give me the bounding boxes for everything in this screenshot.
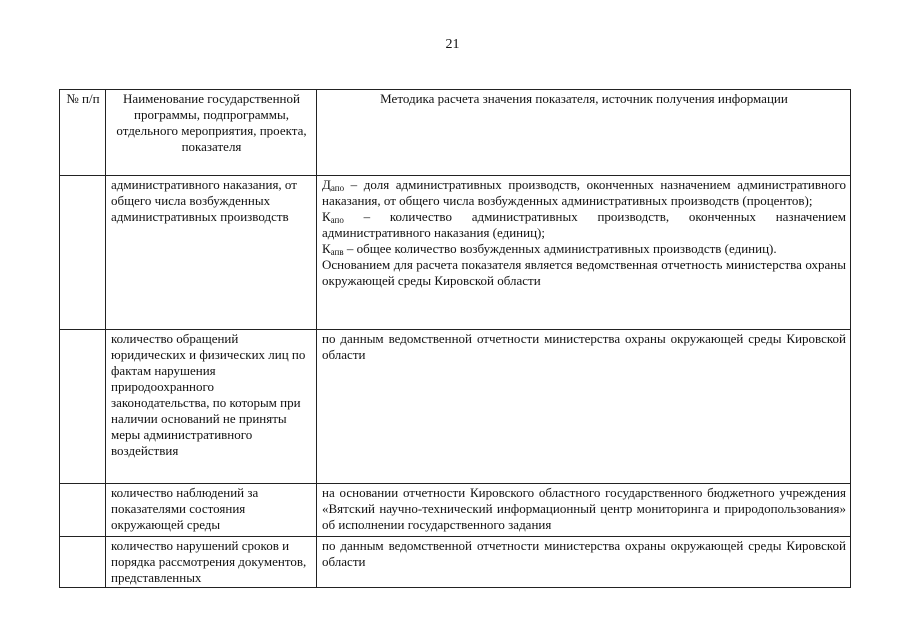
formula-definition <box>322 209 846 241</box>
formula-definition <box>322 177 846 209</box>
header-method: Методика расчета значения показателя, источник получения информации <box>317 90 851 176</box>
row-number <box>60 484 106 537</box>
formula-description: – доля административных производств, оконченных назначением административного наказания, от общего числа возбужденных административных производств (процентов); <box>322 177 846 208</box>
row-name: количество наблюдений за показателями состояния окружающей среды <box>106 484 317 537</box>
formula-subscript: апв <box>330 247 344 257</box>
indicator-methodology-table <box>59 89 851 588</box>
table-row <box>60 484 851 537</box>
formula-subscript: апо <box>330 215 344 225</box>
table-row <box>60 537 851 588</box>
table-row <box>60 330 851 484</box>
header-number: № п/п <box>60 90 106 176</box>
formula-subscript: апо <box>330 183 345 193</box>
row-name: количество обращений юридических и физических лиц по фактам нарушения природоохранного законодательства, по которым при наличии оснований не приняты меры административного воздействия <box>106 330 317 484</box>
row-name: административного наказания, от общего числа возбужденных административных производств <box>106 176 317 330</box>
row-method: по данным ведомственной отчетности министерства охраны окружающей среды Кировской области <box>317 537 851 588</box>
table-row <box>60 176 851 330</box>
page-number: 21 <box>445 37 460 52</box>
formula-symbol: К <box>322 209 331 224</box>
row-number <box>60 537 106 588</box>
row-method <box>317 176 851 330</box>
formula-description: – количество административных производств, оконченных назначением административного наказания (единиц); <box>322 209 846 240</box>
formula-definition <box>322 241 846 257</box>
row-name: количество нарушений сроков и порядка рассмотрения документов, представленных <box>106 537 317 588</box>
row-method: по данным ведомственной отчетности министерства охраны окружающей среды Кировской области <box>317 330 851 484</box>
information-source: Основанием для расчета показателя является ведомственная отчетность министерства охраны окружающей среды Кировской области <box>322 257 846 288</box>
header-name: Наименование государственной программы, подпрограммы, отдельного мероприятия, проекта, показателя <box>106 90 317 176</box>
row-number <box>60 176 106 330</box>
formula-symbol: Д <box>322 177 331 192</box>
formula-symbol: К <box>322 241 331 256</box>
table-header-row <box>60 90 851 176</box>
row-method: на основании отчетности Кировского областного государственного бюджетного учреждения «Вятский научно-технический информационный центр мониторинга и природопользования» об исполнении государственного задания <box>317 484 851 537</box>
formula-description: – общее количество возбужденных административных производств (единиц). <box>343 241 777 256</box>
row-number <box>60 330 106 484</box>
